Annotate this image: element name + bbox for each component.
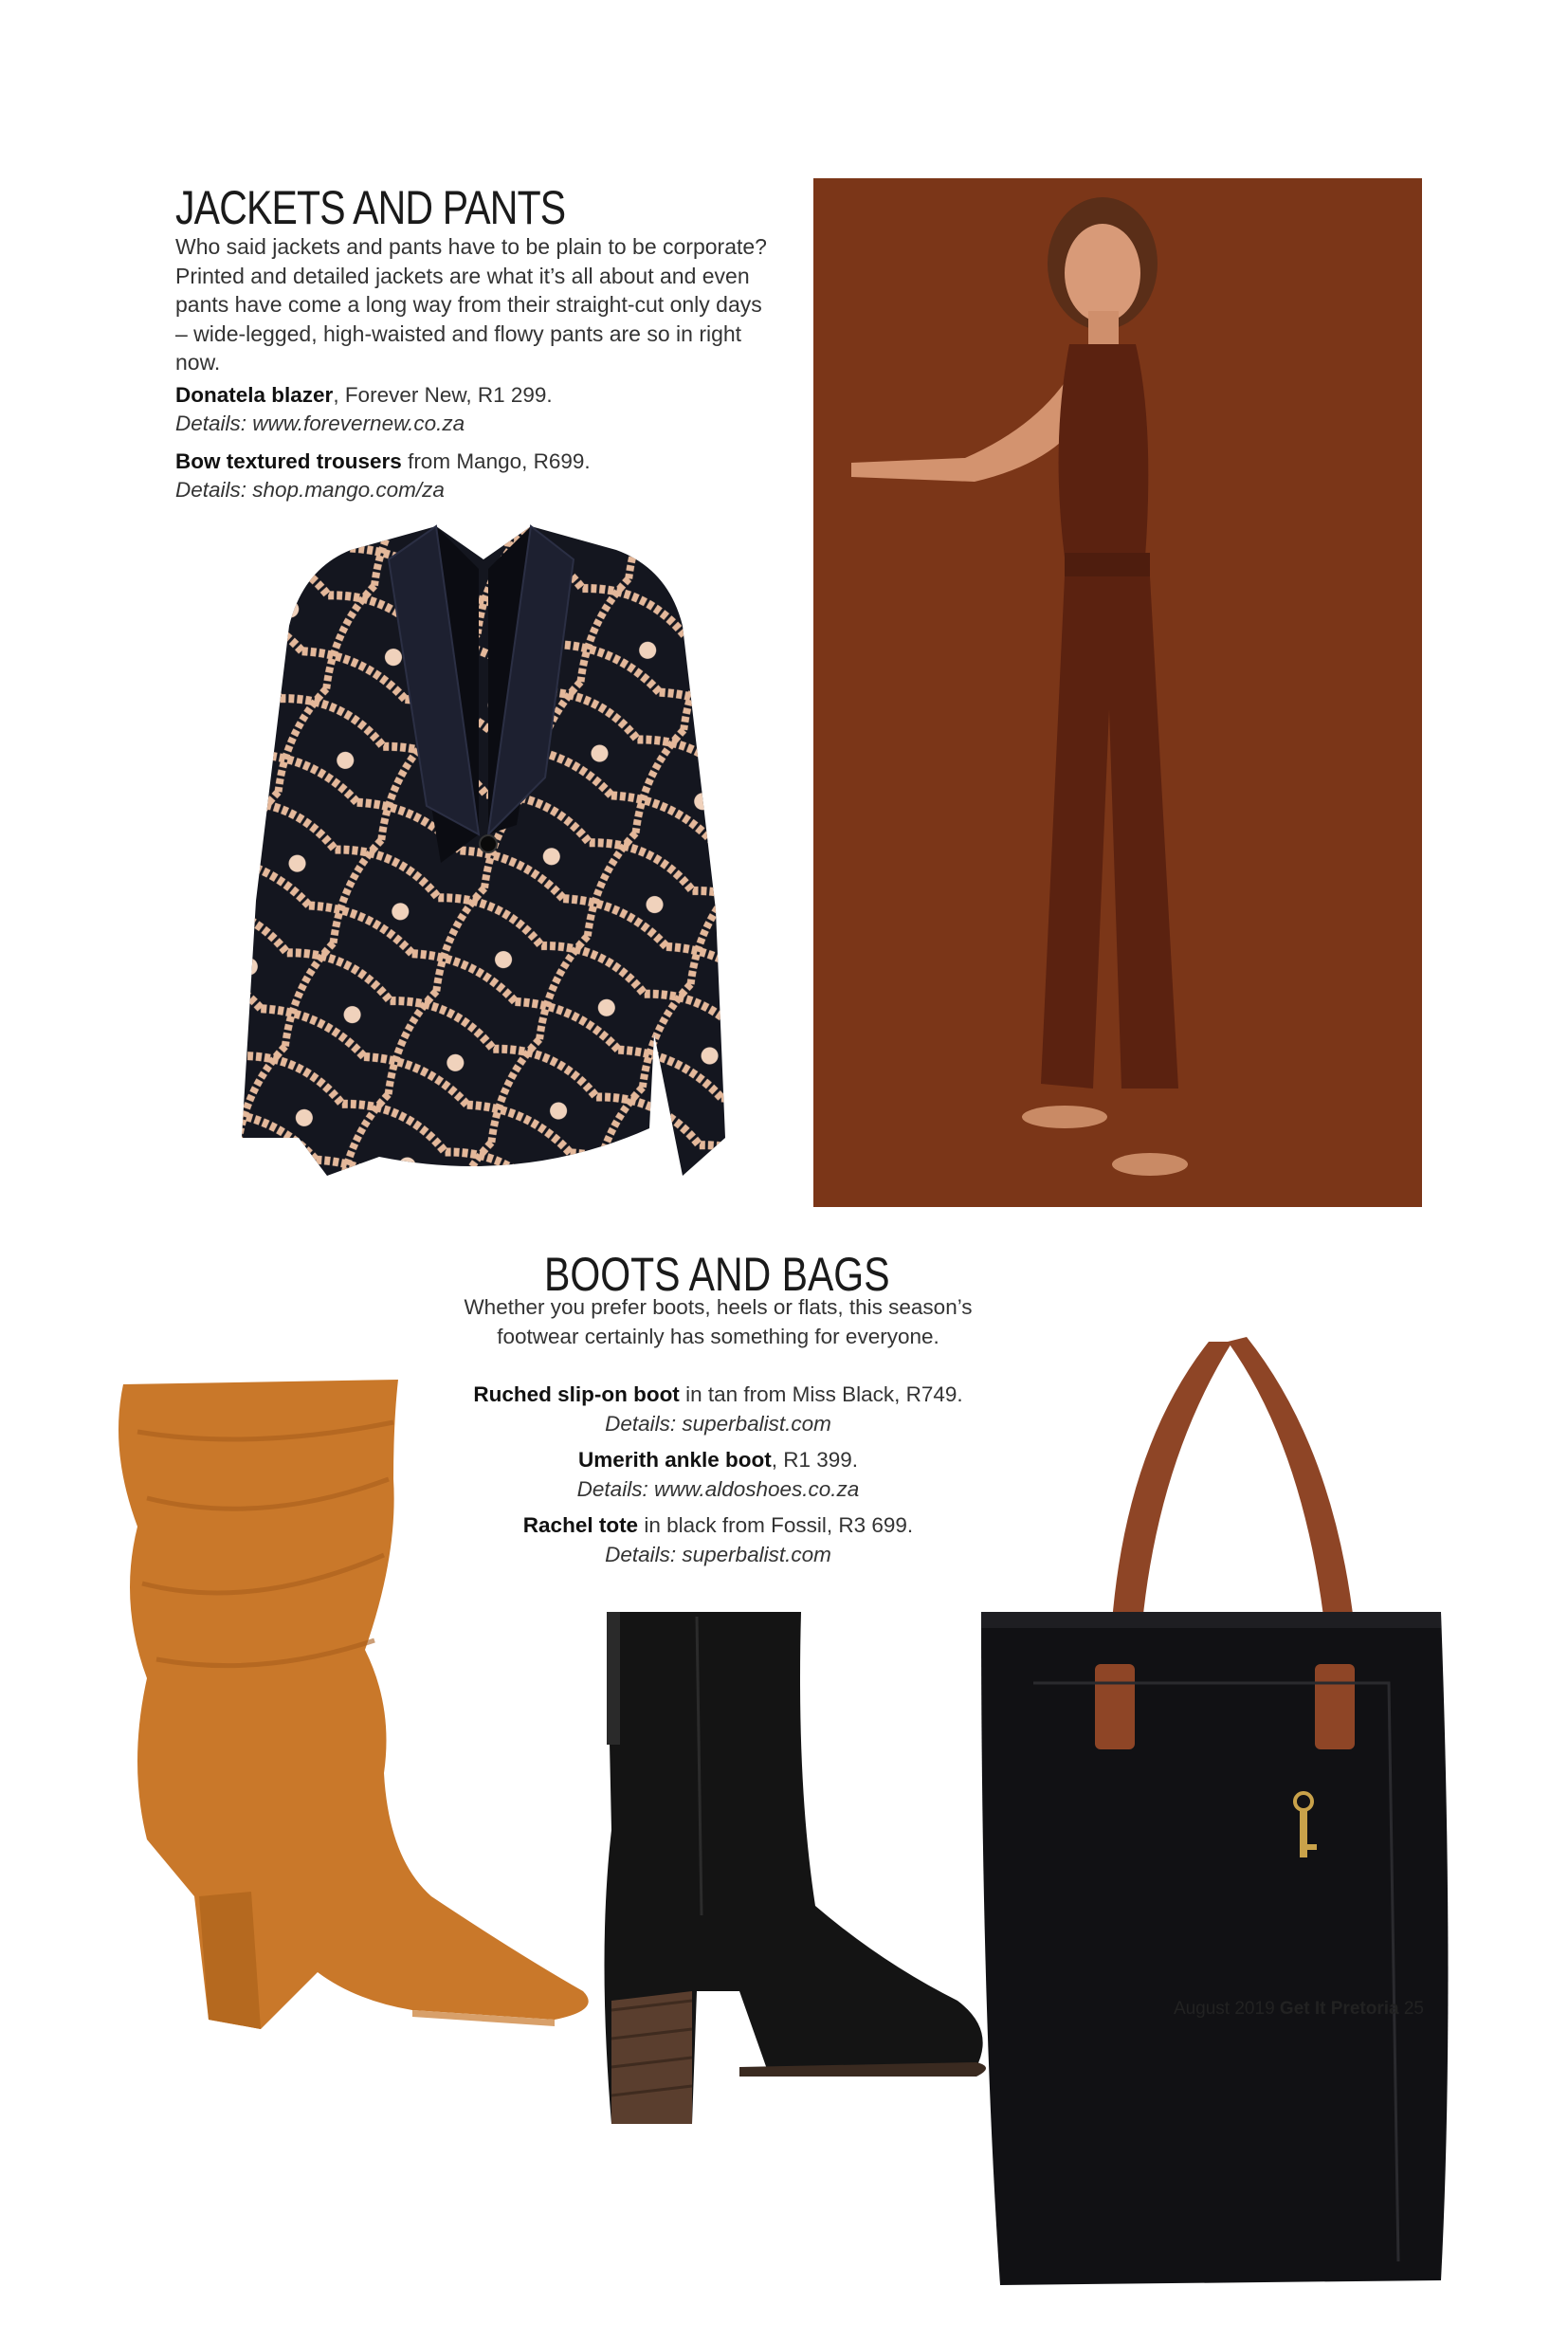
product-desc: in tan from Miss Black, R749. xyxy=(679,1382,963,1406)
black-ankle-boot-image xyxy=(578,1593,995,2323)
product-name: Ruched slip-on boot xyxy=(473,1382,680,1406)
product-details: Details: shop.mango.com/za xyxy=(175,478,445,502)
product-credit-blazer xyxy=(175,381,782,438)
product-details: Details: superbalist.com xyxy=(605,1412,831,1436)
product-name: Rachel tote xyxy=(522,1513,639,1537)
section-intro-jackets: Who said jackets and pants have to be plain to be corporate? Printed and detailed jackets are what it’s all about and even pants have come a long way from their straight-cut only days – wide-legged, high-waisted and flowy pants are so in right now. xyxy=(175,234,767,375)
footer-publication: Get It Pretoria xyxy=(1279,1999,1399,2019)
page-footer xyxy=(1174,1999,1424,2020)
product-details: Details: www.aldoshoes.co.za xyxy=(576,1477,860,1501)
footer-page-number: 25 xyxy=(1403,1999,1424,2019)
model-photo xyxy=(813,178,1422,1207)
heading-text: BOOTS AND BAGS xyxy=(543,1248,890,1301)
product-name: Umerith ankle boot xyxy=(577,1448,772,1472)
product-name: Donatela blazer xyxy=(175,383,334,407)
footer-date: August 2019 xyxy=(1173,1999,1275,2019)
section-heading-jackets: JACKETS AND PANTS xyxy=(175,181,566,234)
product-desc: in black from Fossil, R3 699. xyxy=(638,1513,914,1537)
product-desc: , R1 399. xyxy=(771,1448,859,1472)
black-tote-image xyxy=(962,1323,1465,2342)
product-credit-trousers xyxy=(175,448,782,504)
product-name: Bow textured trousers xyxy=(175,449,402,473)
product-details: Details: superbalist.com xyxy=(605,1543,831,1566)
blazer-image xyxy=(237,521,730,1195)
model-figure xyxy=(813,178,1422,1207)
section-intro-boots: Whether you prefer boots, heels or flats, this season’s footwear certainly has something for everyone. xyxy=(464,1295,973,1348)
tan-boot-image xyxy=(109,1365,593,2314)
product-desc: , Forever New, R1 299. xyxy=(333,383,553,407)
product-details: Details: www.forevernew.co.za xyxy=(175,412,465,435)
product-desc: from Mango, R699. xyxy=(401,449,591,473)
